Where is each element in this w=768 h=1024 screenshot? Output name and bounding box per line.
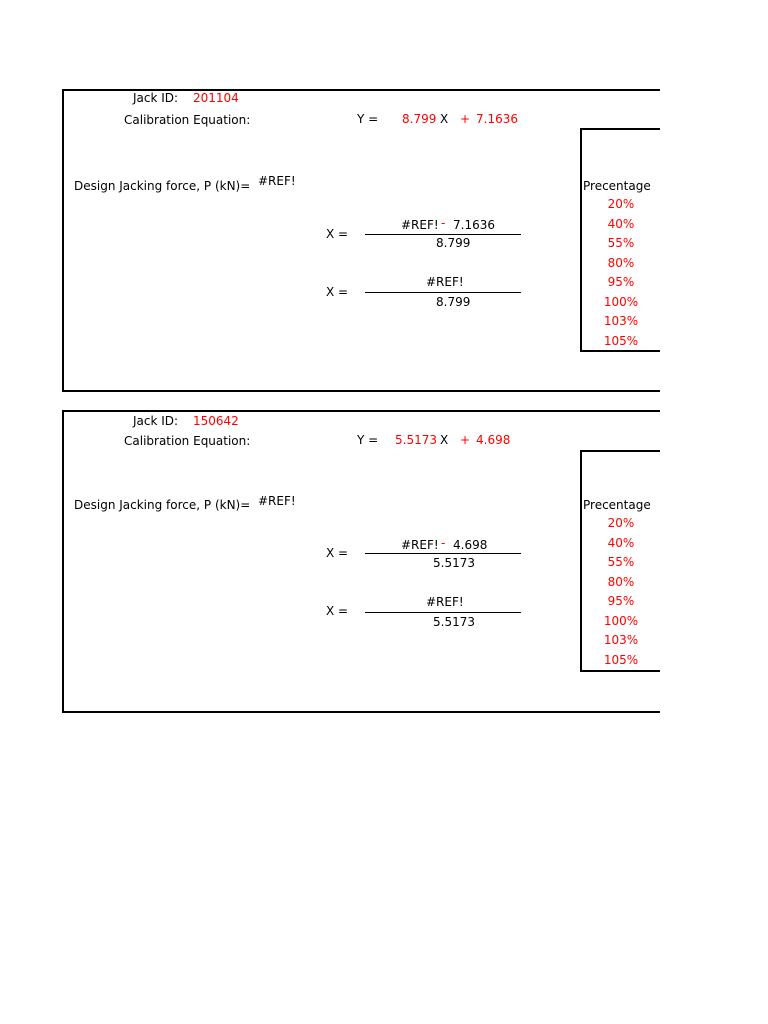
- fraction-line-2: [365, 612, 521, 613]
- x-equals-1: X =: [326, 546, 349, 560]
- percentage-item: 105%: [603, 652, 639, 667]
- percentage-item: 95%: [607, 594, 635, 608]
- y-equals: Y =: [357, 433, 379, 447]
- numerator-intercept: 7.1636: [453, 218, 495, 232]
- fraction-line-1: [365, 553, 521, 554]
- design-jacking-force-label: Design Jacking force, P (kN)=: [74, 498, 251, 512]
- slope-value: 5.5173: [395, 433, 437, 447]
- percentage-header: Precentage: [583, 498, 651, 512]
- fraction-line-1: [365, 234, 521, 235]
- design-jacking-force-value: #REF!: [258, 494, 296, 508]
- percentage-item: 40%: [607, 216, 635, 231]
- denominator-1: 5.5173: [433, 556, 475, 570]
- minus-sign: -: [441, 216, 446, 230]
- design-jacking-force-label: Design Jacking force, P (kN)=: [74, 179, 251, 193]
- x-equals-2: X =: [326, 285, 349, 299]
- percentage-item: 103%: [603, 314, 639, 328]
- percentage-item: 55%: [607, 236, 635, 250]
- percentage-item: 80%: [607, 574, 635, 589]
- percentage-item: 100%: [603, 294, 639, 309]
- numerator-2: #REF!: [426, 275, 464, 289]
- percentage-item: 55%: [607, 555, 635, 569]
- percentage-item: 20%: [607, 197, 635, 211]
- minus-sign: -: [441, 536, 446, 550]
- percentage-item: 80%: [607, 255, 635, 270]
- x-variable: X: [440, 433, 449, 447]
- percentage-header: Precentage: [583, 179, 651, 193]
- calibration-block-1: [62, 89, 660, 392]
- jack-id-value: 150642: [193, 414, 239, 428]
- numerator-intercept: 4.698: [453, 538, 488, 552]
- percentage-item: 105%: [603, 333, 639, 348]
- calibration-equation-label: Calibration Equation:: [124, 434, 251, 448]
- numerator-ref: #REF!: [401, 538, 439, 552]
- x-equals-1: X =: [326, 227, 349, 241]
- percentage-item: 40%: [607, 535, 635, 550]
- intercept-value: 7.1636: [476, 112, 518, 126]
- percentage-item: 100%: [603, 613, 639, 628]
- percentage-list: [591, 514, 651, 670]
- intercept-value: 4.698: [476, 433, 511, 447]
- percentage-item: 20%: [607, 516, 635, 530]
- numerator-ref: #REF!: [401, 218, 439, 232]
- percentage-item: 103%: [603, 633, 639, 647]
- percentage-item: 95%: [607, 275, 635, 289]
- jack-id-value: 201104: [193, 91, 239, 105]
- jack-id-label: Jack ID:: [133, 91, 179, 105]
- plus-sign: +: [460, 112, 471, 126]
- jack-id-label: Jack ID:: [133, 414, 179, 428]
- x-equals-2: X =: [326, 604, 349, 618]
- plus-sign: +: [460, 433, 471, 447]
- calibration-equation-label: Calibration Equation:: [124, 113, 251, 127]
- y-equals: Y =: [357, 112, 379, 126]
- x-variable: X: [440, 112, 449, 126]
- denominator-1: 8.799: [436, 236, 471, 250]
- fraction-line-2: [365, 292, 521, 293]
- design-jacking-force-value: #REF!: [258, 174, 296, 188]
- slope-value: 8.799: [402, 112, 437, 126]
- denominator-2: 8.799: [436, 295, 471, 309]
- numerator-2: #REF!: [426, 595, 464, 609]
- calibration-block-2: [62, 410, 660, 713]
- percentage-list: [591, 195, 651, 351]
- denominator-2: 5.5173: [433, 615, 475, 629]
